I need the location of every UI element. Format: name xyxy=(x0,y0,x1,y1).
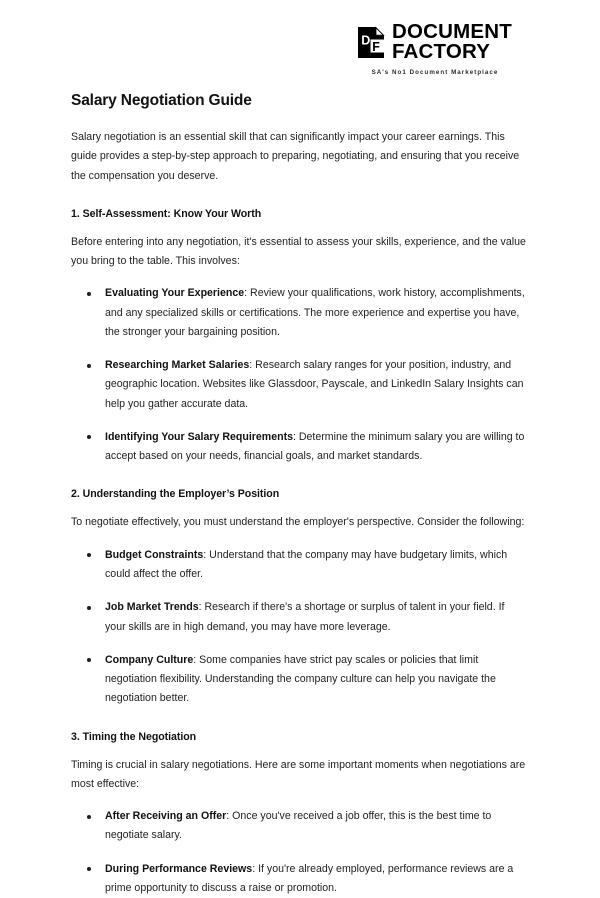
list-item xyxy=(105,428,528,467)
brand-logo-row xyxy=(358,22,512,62)
page-title: Salary Negotiation Guide xyxy=(71,92,252,109)
list-item-text: : Research if there's a shortage or surplus of talent in your field. If your skills are in high demand, you may have more leverage. xyxy=(105,601,505,633)
svg-text:D: D xyxy=(361,32,371,47)
list-item-text: : Understand that the company may have budgetary limits, which could affect the offer. xyxy=(105,548,508,580)
list-item-lead: After Receiving an Offer xyxy=(105,810,227,823)
section-heading-1: 1. Self-Assessment: Know Your Worth xyxy=(71,207,262,220)
bullet-dot-icon xyxy=(87,364,91,368)
list-item-lead: Budget Constraints xyxy=(105,548,204,561)
brand-wordmark xyxy=(392,22,512,62)
document-file-df-icon xyxy=(358,27,384,58)
list-item-lead: Identifying Your Salary Requirements xyxy=(105,430,293,443)
list-item-text: : If you're already employed, performance reviews are a prime opportunity to discuss a raise or promotion. xyxy=(105,862,514,894)
list-item-text: : Once you've received a job offer, this is the best time to negotiate salary. xyxy=(105,810,492,842)
brand-logo xyxy=(358,22,512,76)
list-item xyxy=(105,860,528,898)
section-heading-3: 3. Timing the Negotiation xyxy=(71,730,197,743)
list-item xyxy=(105,807,528,846)
section-bullet-list-2 xyxy=(71,546,528,709)
section-intro-2: To negotiate effectively, you must understand the employer's perspective. Consider the following: xyxy=(71,516,525,529)
list-item xyxy=(105,598,528,637)
list-item-text: : Review your qualifications, work history, accomplishments, and any specialized skills or certifications. The more experience and expertise you have, the stronger your bargaining position. xyxy=(105,287,525,338)
list-item-lead: Job Market Trends xyxy=(105,601,199,614)
bullet-dot-icon xyxy=(87,606,91,610)
section-bullet-list-1 xyxy=(71,284,528,466)
section-bullet-list-3 xyxy=(71,807,528,898)
bullet-dot-icon xyxy=(87,435,91,439)
brand-tagline: SA's No1 Document Marketplace xyxy=(371,69,499,77)
list-item-text: : Research salary ranges for your position, industry, and geographic location. Websites like Glassdoor, Payscale, and LinkedIn Salary Insights can help you gather accurate data. xyxy=(105,359,524,410)
list-item-lead: Company Culture xyxy=(105,653,194,666)
bullet-dot-icon xyxy=(87,292,91,296)
bullet-dot-icon xyxy=(87,815,91,819)
document-body xyxy=(71,92,528,898)
list-item-text: : Determine the minimum salary you are willing to accept based on your needs, financial goals, and market standards. xyxy=(105,430,525,463)
list-item xyxy=(105,651,528,709)
list-item xyxy=(105,356,528,414)
svg-text:F: F xyxy=(372,39,380,54)
list-item-lead: Evaluating Your Experience xyxy=(105,287,245,300)
section-intro-3: Timing is crucial in salary negotiations. Here are some important moments when negotiations are most effective: xyxy=(71,758,526,790)
bullet-dot-icon xyxy=(87,658,91,662)
list-item-lead: During Performance Reviews xyxy=(105,862,253,875)
section-intro-1: Before entering into any negotiation, it's essential to assess your skills, experience, and the value you bring to the table. This involves: xyxy=(71,235,526,268)
list-item xyxy=(105,546,528,585)
brand-name-line-2: FACTORY xyxy=(391,40,491,64)
list-item-text: : Some companies have strict pay scales or policies that limit negotiation flexibility. Understanding the company culture can help you navigate the negotiation better. xyxy=(105,653,496,705)
document-intro-paragraph: Salary negotiation is an essential skill that can significantly impact your career earnings. This guide provides a step-by-step approach to preparing, negotiating, and ensuring that you receive the compensation you deserve. xyxy=(71,131,520,182)
section-heading-2: 2. Understanding the Employer’s Position xyxy=(71,488,280,501)
bullet-dot-icon xyxy=(87,553,91,557)
list-item xyxy=(105,284,528,342)
bullet-dot-icon xyxy=(87,867,91,871)
list-item-lead: Researching Market Salaries xyxy=(105,359,250,372)
brand-name-line-1: DOCUMENT xyxy=(391,20,512,43)
